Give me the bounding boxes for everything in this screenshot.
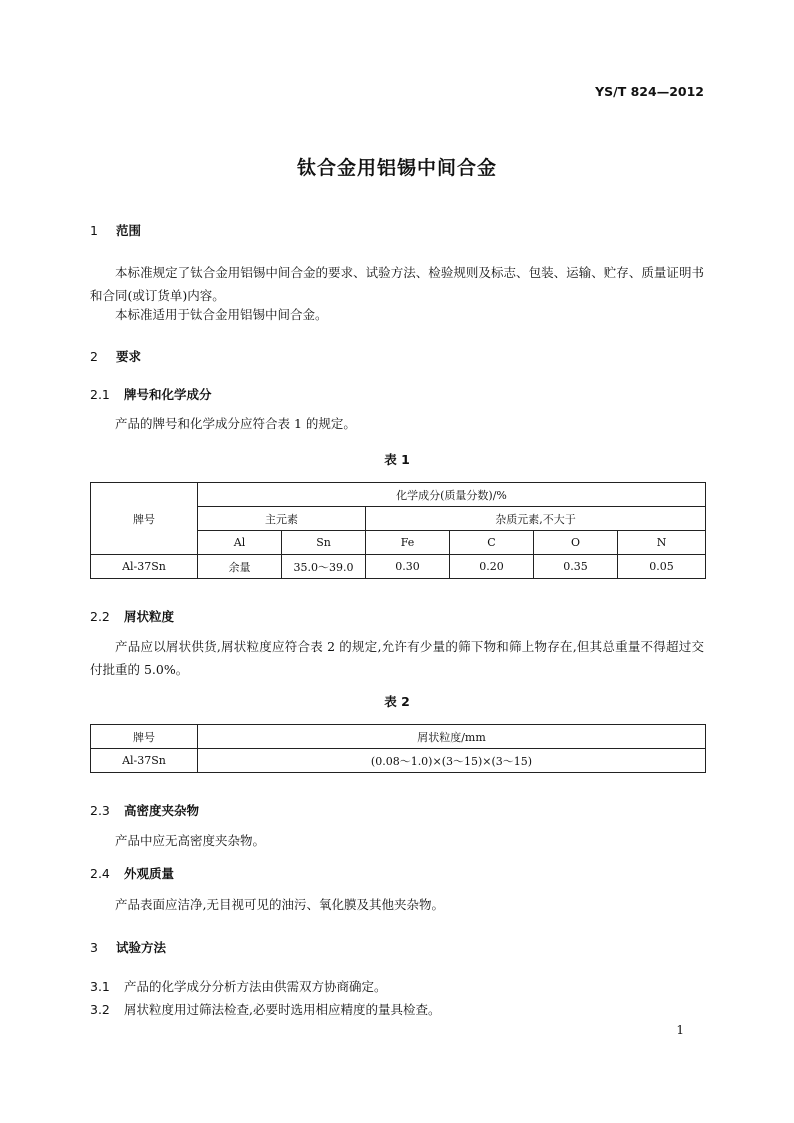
section-title: 外观质量	[124, 866, 175, 881]
table-cell: 0.05	[618, 555, 706, 579]
section-number: 2.4	[90, 866, 110, 881]
paragraph: 产品表面应洁净,无目视可见的油污、氧化膜及其他夹杂物。	[115, 897, 444, 912]
section-title: 试验方法	[116, 940, 167, 955]
table-header-cell: Sn	[282, 531, 366, 555]
section-number: 3	[90, 940, 98, 955]
table-row	[91, 555, 706, 579]
table-1-caption: 表 1	[384, 452, 410, 467]
table-1	[90, 482, 706, 579]
table-cell: 余量	[198, 555, 282, 579]
table-cell: 0.30	[366, 555, 450, 579]
table-header-cell: N	[618, 531, 706, 555]
section-number: 1	[90, 223, 98, 238]
section-number: 3.2	[90, 1002, 110, 1017]
clause-3-2	[90, 998, 704, 1021]
table-header-cell: 化学成分(质量分数)/%	[198, 483, 706, 507]
table-cell: Al-37Sn	[91, 555, 198, 579]
table-header-cell: Fe	[366, 531, 450, 555]
table-2	[90, 724, 706, 773]
table-row	[91, 749, 706, 773]
section-2-1-heading	[90, 385, 212, 403]
section-number: 3.1	[90, 979, 110, 994]
table-cell: 0.20	[450, 555, 534, 579]
table-header-cell: 牌号	[91, 483, 198, 555]
standard-code: YS/T 824—2012	[595, 84, 704, 99]
table-cell: Al-37Sn	[91, 749, 198, 773]
table-cell: 35.0～39.0	[282, 555, 366, 579]
section-number: 2.2	[90, 609, 110, 624]
section-1-heading	[90, 221, 141, 239]
document-title: 钛合金用铝锡中间合金	[296, 157, 497, 179]
table-header-cell: 牌号	[91, 725, 198, 749]
section-2-4-heading	[90, 864, 174, 882]
table-header-cell: Al	[198, 531, 282, 555]
paragraph: 本标准适用于钛合金用铝锡中间合金。	[115, 307, 328, 322]
section-number: 2	[90, 349, 98, 364]
clause-text: 产品的化学成分分析方法由供需双方协商确定。	[124, 979, 387, 994]
clause-text: 屑状粒度用过筛法检查,必要时选用相应精度的量具检查。	[124, 1002, 441, 1017]
table-header-cell: 杂质元素,不大于	[366, 507, 706, 531]
section-number: 2.1	[90, 387, 110, 402]
paragraph: 产品中应无高密度夹杂物。	[115, 833, 266, 848]
section-title: 牌号和化学成分	[124, 387, 212, 402]
section-2-3-heading	[90, 801, 199, 819]
table-header-cell: 主元素	[198, 507, 366, 531]
paragraph: 本标准规定了钛合金用铝锡中间合金的要求、试验方法、检验规则及标志、包装、运输、贮存、质量证明书和合同(或订货单)内容。	[90, 265, 704, 303]
table-cell: (0.08～1.0)×(3～15)×(3～15)	[198, 749, 706, 773]
paragraph: 产品应以屑状供货,屑状粒度应符合表 2 的规定,允许有少量的筛下物和筛上物存在,但其总重量不得超过交付批重的 5.0%。	[90, 639, 704, 677]
section-title: 范围	[116, 223, 142, 238]
table-header-cell: O	[534, 531, 618, 555]
section-title: 屑状粒度	[124, 609, 175, 624]
section-number: 2.3	[90, 803, 110, 818]
page-number: 1	[676, 1023, 684, 1037]
table-2-caption: 表 2	[384, 694, 410, 709]
table-cell: 0.35	[534, 555, 618, 579]
table-header-cell: 屑状粒度/mm	[198, 725, 706, 749]
section-title: 要求	[116, 349, 142, 364]
clause-3-1	[90, 975, 704, 998]
section-2-2-heading	[90, 607, 174, 625]
table-header-cell: C	[450, 531, 534, 555]
paragraph: 产品的牌号和化学成分应符合表 1 的规定。	[115, 416, 356, 431]
section-3-heading	[90, 938, 166, 956]
section-2-heading	[90, 347, 141, 365]
section-title: 高密度夹杂物	[124, 803, 200, 818]
